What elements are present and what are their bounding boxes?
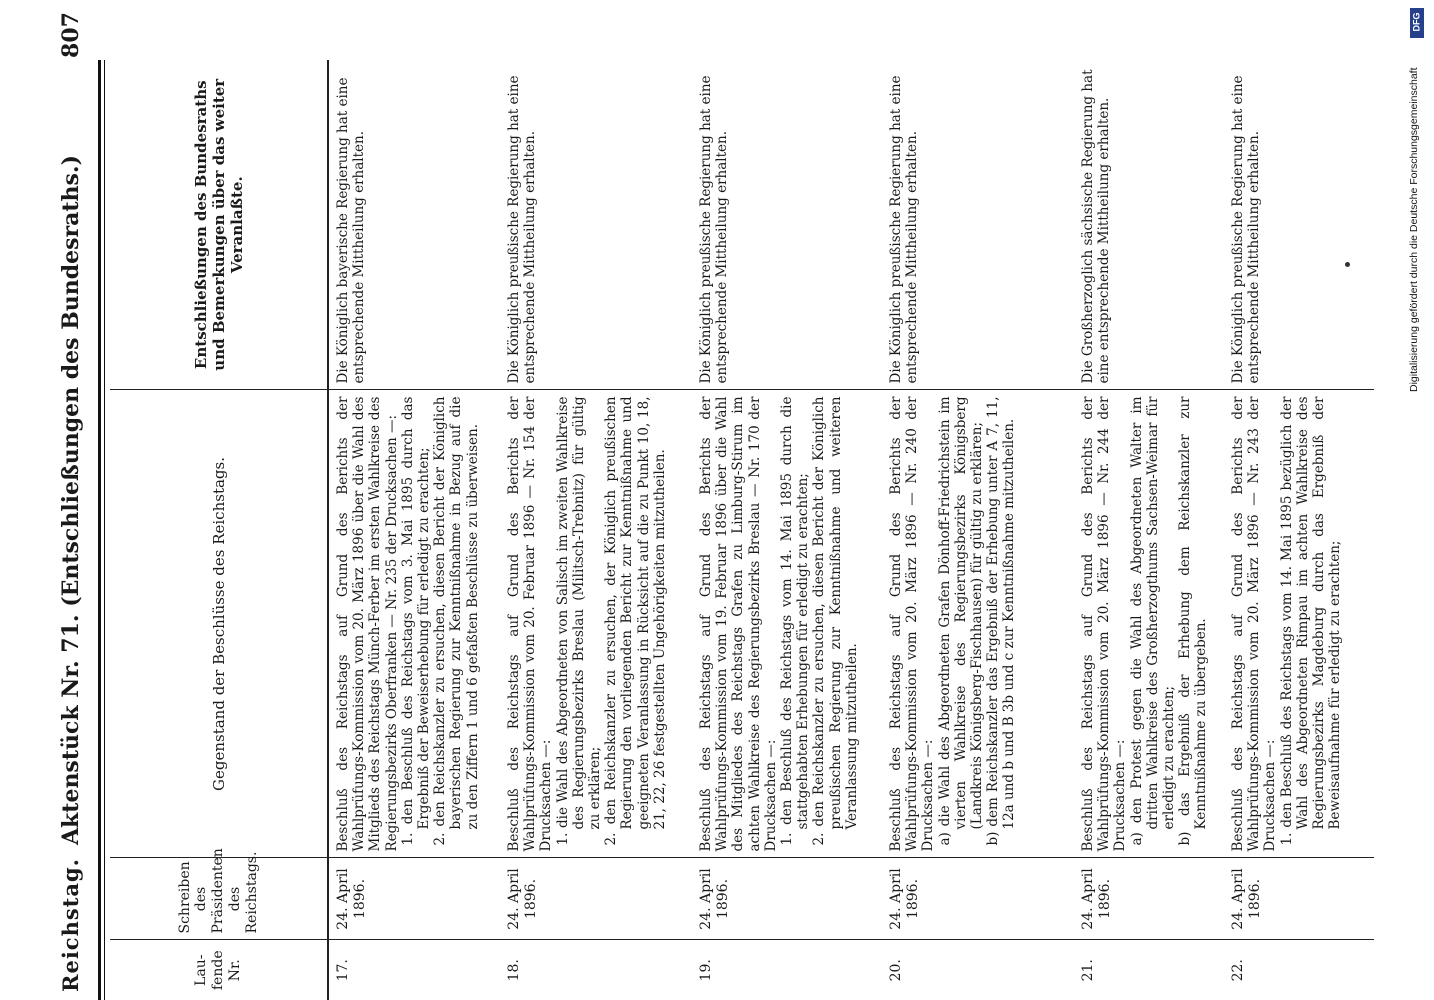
col-header-num: Lau-fende Nr. <box>110 940 328 1000</box>
subject-item: 2. den Reichskanzler zu ersuchen, diesen Bericht der Königlich preußischen Regierung zur Kenntnißnahme und weiteren Veranlassung mitzutheilen. <box>811 396 860 846</box>
subject-item: a) den Protest gegen die Wahl des Abgeordneten Walter im dritten Wahlkreise des Großherzogthums Sachsen-Weimar für erledigt zu erachten; <box>1128 396 1177 846</box>
entry-resolution: Die Großherzoglich sächsische Regierung hat eine entsprechende Mittheilung erhalten. <box>1074 60 1224 390</box>
subject-intro: Beschluß des Reichstags auf Grund des Berichts der Wahlprüfungs-Kommission vom 20. März 1896 — Nr. 243 der Drucksachen —: <box>1230 396 1279 852</box>
subject-intro: Beschluß des Reichstags auf Grund des Berichts der Wahlprüfungs-Kommission vom 19. Februar 1896 über die Wahl des Mitgliedes des Reichstags Grafen zu Limburg-Stirum im achten Wahlkreise des Regierungsbezirks Breslau — Nr. 170 der Drucksachen —: <box>698 396 779 852</box>
running-header <box>52 0 92 1000</box>
dfg-note: Digitalisierung gefördert durch die Deutsche Forschungsgemeinschaft <box>1408 67 1420 392</box>
entry-resolution: Die Königlich preußische Regierung hat eine entsprechende Mittheilung erhalten. <box>1224 60 1374 390</box>
col-header-resolution: Entschließungen des Bundesraths und Bemerkungen über das weiter Veranlaßte. <box>110 60 328 390</box>
subject-intro: Beschluß des Reichstags auf Grund des Berichts der Wahlprüfungs-Kommission vom 20. März 1896 über die Wahl des Mitglieds des Reichstags Münch-Ferber im ersten Wahlkreise des Regierungsbezirks Oberfranken — Nr. 235 der Drucksachen —: <box>335 396 400 852</box>
subject-intro: Beschluß des Reichstags auf Grund des Berichts der Wahlprüfungs-Kommission vom 20. Februar 1896 — Nr. 154 der Drucksachen —: <box>506 396 555 852</box>
col-header-subject: Gegenstand der Beschlüsse des Reichstags. <box>110 390 328 858</box>
entry-resolution: Die Königlich bayerische Regierung hat eine entsprechende Mittheilung erhalten. <box>328 60 500 390</box>
dfg-logo: DFG <box>1410 8 1424 38</box>
entry-subject <box>692 390 882 858</box>
subject-item: 1. den Beschluß des Reichstags vom 14. Mai 1895 bezüglich der Wahl des Abgeordneten Rimpau im achten Wahlkreise des Regierungsbezirks Magdeburg durch das Ergebniß der Beweisaufnahme für erledigt zu erachten; <box>1278 396 1344 846</box>
entry-subject <box>1074 390 1224 858</box>
header-title: Aktenstück Nr. 71. (Entschließungen des Bundesraths.) <box>58 154 84 846</box>
entry-number: 17. <box>335 959 351 982</box>
entry-number: 20. <box>888 959 904 982</box>
subject-item: 1. den Beschluß des Reichstags vom 3. Mai 1895 durch das Ergebniß der Beweiserhebung für erledigt zu erachten; <box>399 396 432 846</box>
table-row <box>1224 60 1374 1000</box>
subject-item: a) die Wahl des Abgeordneten Grafen Dönhoff-Friedrichstein im vierten Wahlkreise des Regierungsbezirks Königsberg (Landkreis Königsberg-Fischhausen) für gültig zu erklären; <box>936 396 985 846</box>
subject-item: 2. den Reichskanzler zu ersuchen, der Königlich preußischen Regierung den vorliegenden Bericht zur Kenntnißnahme und geeigneten Veranlassung in Rücksicht auf die zu Punkt 10, 18, 21, 22, 26 festgestellten Ungehörigkeiten mitzutheilen. <box>603 396 668 846</box>
header-left: Reichstag. <box>58 858 83 992</box>
entry-resolution: Die Königlich preußische Regierung hat eine entsprechende Mittheilung erhalten. <box>500 60 692 390</box>
resolutions-table <box>110 60 1374 1000</box>
header-rule <box>98 60 101 1000</box>
subject-item: 1. die Wahl des Abgeordneten von Salisch im zweiten Wahlkreise des Regierungsbezirks Breslau (Militsch-Trebnitz) für gültig zu erklären; <box>554 396 603 846</box>
subject-item: b) dem Reichskanzler das Ergebniß der Erhebung unter A 7, 11, 12a und b und B 3b und c zur Kenntnißnahme mitzutheilen. <box>985 396 1018 846</box>
entry-date: 24. April 1896. <box>1074 858 1224 940</box>
entry-resolution: Die Königlich preußische Regierung hat eine entsprechende Mittheilung erhalten. <box>882 60 1074 390</box>
entry-date: 24. April 1896. <box>882 858 1074 940</box>
subject-item: 1. den Beschluß des Reichstags vom 14. Mai 1895 durch die stattgehabten Erhebungen für erledigt zu erachten; <box>778 396 812 846</box>
table-row <box>692 60 882 1000</box>
entry-resolution: Die Königlich preußische Regierung hat eine entsprechende Mittheilung erhalten. <box>692 60 882 390</box>
table-header-row <box>110 60 328 1000</box>
ink-mark <box>1345 262 1350 267</box>
entry-subject <box>500 390 692 858</box>
table-row <box>882 60 1074 1000</box>
entry-date: 24. April 1896. <box>692 858 882 940</box>
subject-intro: Beschluß des Reichstags auf Grund des Berichts der Wahlprüfungs-Kommission vom 20. März 1896 — Nr. 240 der Drucksachen —: <box>888 396 937 852</box>
entry-date: 24. April 1896. <box>500 858 692 940</box>
header-rule-thin <box>104 60 105 1000</box>
subject-intro: Beschluß des Reichstags auf Grund des Berichts der Wahlprüfungs-Kommission vom 20. März 1896 — Nr. 244 der Drucksachen —: <box>1080 396 1129 852</box>
entry-date: 24. April 1896. <box>328 858 500 940</box>
page-number: 807 <box>58 12 84 58</box>
table-row <box>500 60 692 1000</box>
entry-subject <box>1224 390 1374 858</box>
entry-number: 19. <box>698 959 714 982</box>
entry-number: 18. <box>506 959 522 982</box>
table-row <box>1074 60 1224 1000</box>
entry-subject <box>882 390 1074 858</box>
col-header-date: Schreiben des Präsidenten des Reichstags. <box>110 858 328 940</box>
subject-item: b) das Ergebniß der Erhebung dem Reichskanzler zur Kenntnißnahme zu übergeben. <box>1177 396 1210 846</box>
subject-item: 2. den Reichskanzler zu ersuchen, diesen Bericht der Königlich bayerischen Regierung zur Kenntnißnahme in Bezug auf die zu den Ziffern 1 und 6 gefaßten Beschlüsse zu überweisen. <box>432 396 481 846</box>
entry-number: 21. <box>1080 959 1096 982</box>
entry-number: 22. <box>1230 959 1246 982</box>
entry-subject <box>328 390 500 858</box>
dfg-sidebar <box>1408 0 1428 1000</box>
table-row <box>328 60 500 1000</box>
entry-date: 24. April 1896. <box>1224 858 1374 940</box>
